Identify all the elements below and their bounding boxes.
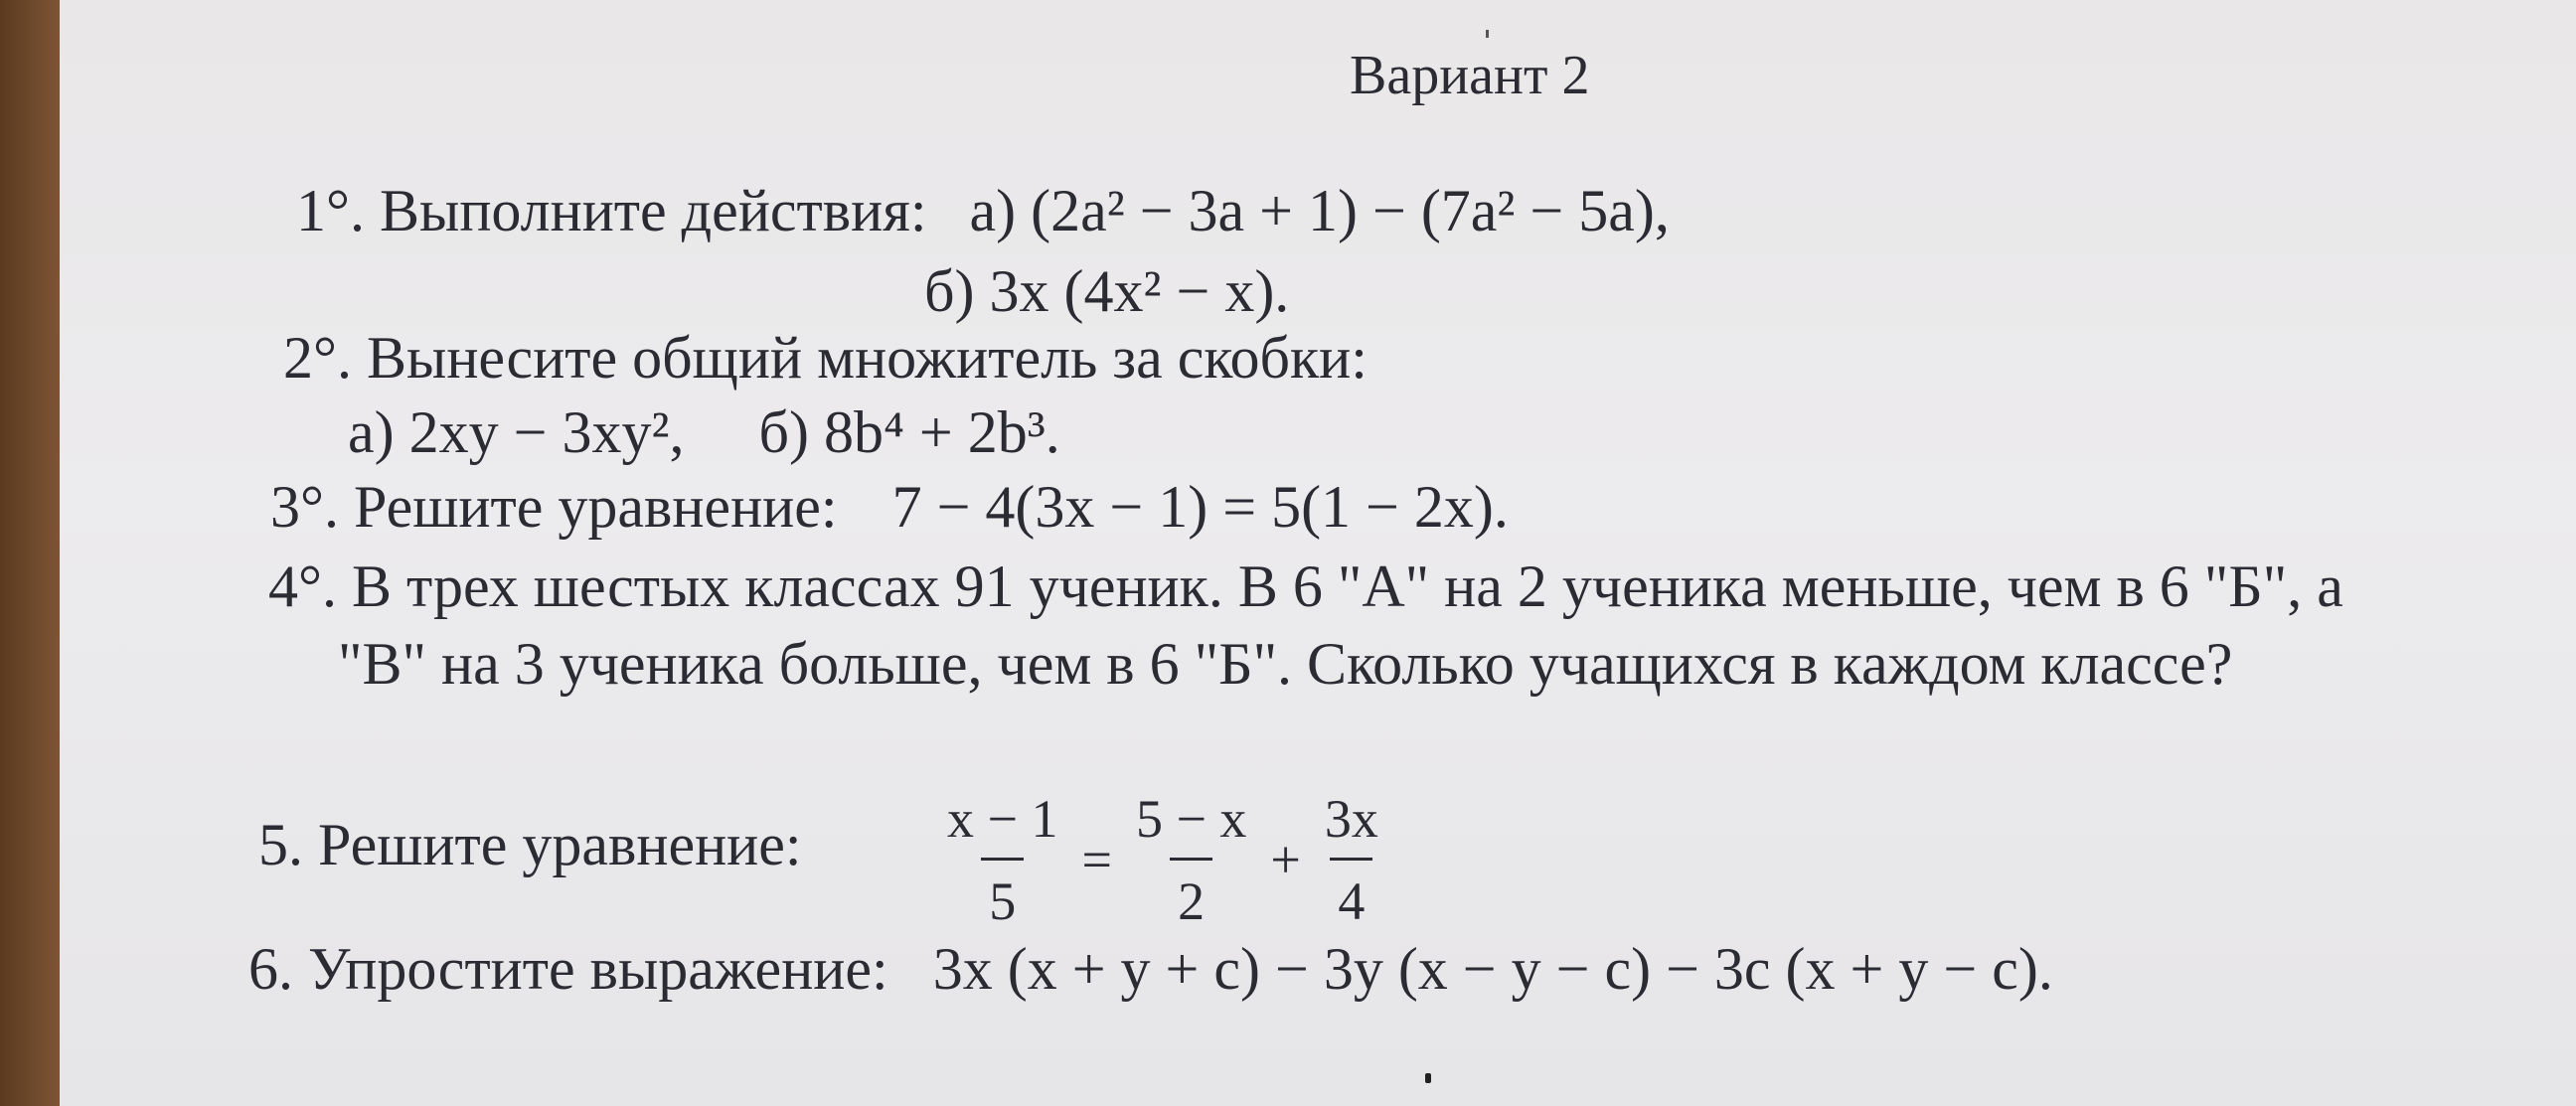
equals-sign: =	[1081, 830, 1112, 889]
fraction-1-denominator: 5	[981, 858, 1024, 932]
fraction-2-denominator: 2	[1170, 858, 1212, 932]
task-1-part-b: б) 3x (4x² − x).	[924, 258, 1290, 324]
fraction-3-denominator: 4	[1330, 858, 1372, 932]
fraction-2	[1128, 788, 1254, 932]
task-2-parts	[348, 399, 1060, 465]
task-6-label: 6. Упростите выражение:	[248, 936, 888, 1002]
fraction-1	[939, 788, 1065, 932]
task-2-part-b: б) 8b⁴ + 2b³.	[758, 399, 1060, 465]
task-2-part-a: а) 2xy − 3xy²,	[348, 399, 685, 465]
task-3-equation: 7 − 4(3x − 1) = 5(1 − 2x).	[891, 474, 1509, 540]
task-3-label: 3°. Решите уравнение:	[270, 474, 838, 540]
task-4-line-2: "В" на 3 ученика больше, чем в 6 "Б". Сколько учащихся в каждом классе?	[338, 631, 2233, 697]
paper-mark-dot	[1425, 1073, 1431, 1083]
task-5-equation	[929, 780, 1396, 939]
plus-sign: +	[1270, 830, 1301, 889]
task-2-label: 2°. Вынесите общий множитель за скобки:	[283, 325, 1368, 391]
worksheet-page	[60, 0, 2576, 1106]
task-6-line	[248, 936, 2053, 1002]
task-1-line	[296, 178, 1670, 243]
fraction-3	[1317, 788, 1386, 932]
fraction-1-numerator: x − 1	[947, 788, 1058, 849]
task-4-line-1: 4°. В трех шестых классах 91 ученик. В 6 "А" на 2 ученика меньше, чем в 6 "Б", а	[268, 553, 2343, 619]
fraction-2-numerator: 5 − x	[1135, 788, 1247, 849]
task-3-line	[270, 474, 1509, 540]
fraction-3-numerator: 3x	[1324, 788, 1378, 849]
task-6-expression: 3x (x + y + c) − 3y (x − y − c) − 3c (x + y − c).	[932, 936, 2053, 1002]
task-1-label: 1°. Выполните действия:	[296, 178, 927, 243]
variant-title: Вариант 2	[1350, 45, 1590, 106]
task-1-part-a: а) (2a² − 3a + 1) − (7a² − 5a),	[969, 178, 1670, 243]
task-5-label: 5. Решите уравнение:	[258, 812, 802, 877]
paper-mark	[1486, 30, 1489, 38]
